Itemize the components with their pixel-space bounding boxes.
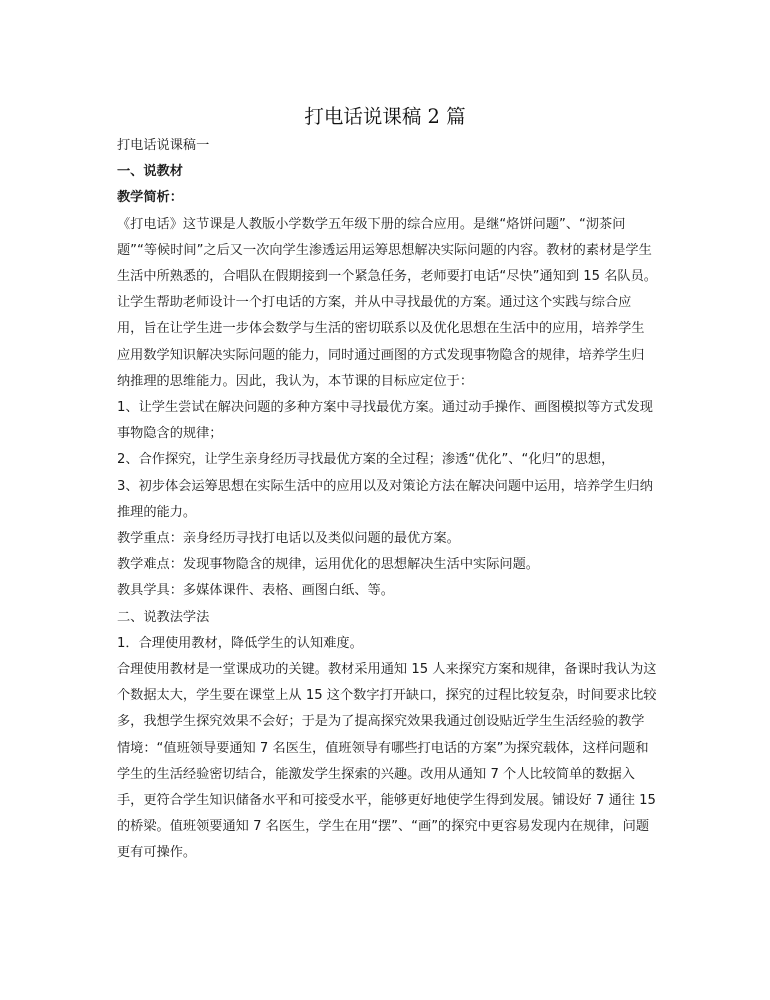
section-heading-methods: 二、说教法学法 [117, 609, 210, 625]
body-paragraph: 合理使用教材是一堂课成功的关键。教材采用通知 15 人来探究方案和规律，备课时我认为这个数据太大，学生要在课堂上从 15 这个数字打开缺口，探究的过程比较复杂，时间要求比较多，我想学生探究效果不会好；于是为了提高探究效果我通过创设贴近学生生活经验的教学情境：“值班领导要通知 7 名医生，值班领导有哪些打电话的方案”为探究载体，这样问题和学生的生活经验密切结合，能激发学生探索的兴趣。改用从通知 7 个人比较简单的数据入手，更符合学生知识储备水平和可接受水平，能够更好地使学生得到发展。铺设好 7 通往 15 的桥梁。值班领要通知 7 名医生，学生在用“摆”、“画”的探究中更容易发现内在规律，问题更有可操作。 [117, 662, 657, 861]
subheading-teaching-analysis: 教学简析： [117, 190, 183, 206]
document-title: 打电话说课稿 2 篇 [304, 105, 466, 128]
goal-item-1: 1、让学生尝试在解决问题的多种方案中寻找最优方案。通过动手操作、画图模拟等方式发现事物隐含的规律； [117, 400, 653, 442]
teaching-focus: 教学重点：亲身经历寻找打电话以及类似问题的最优方案。 [117, 531, 460, 547]
section-heading-textbook: 一、说教材 [117, 164, 183, 180]
document-body [117, 133, 657, 867]
method-item-1: 1．合理使用教材，降低学生的认知难度。 [117, 635, 363, 651]
goal-item-3: 3、初步体会运筹思想在实际生活中的应用以及对策论方法在解决问题中运用，培养学生归纳推理的能力。 [117, 478, 653, 520]
goal-item-2: 2、合作探究，让学生亲身经历寻找最优方案的全过程；渗透“优化”、“化归”的思想， [117, 452, 615, 468]
body-paragraph: 《打电话》这节课是人教版小学数学五年级下册的综合应用。是继“烙饼问题”、“沏茶问题”“等候时间”之后又一次向学生渗透运用运筹思想解决实际问题的内容。教材的素材是学生生活中所熟悉的，合唱队在假期接到一个紧急任务，老师要打电话“尽快”通知到 15 名队员。让学生帮助老师设计一个打电话的方案，并从中寻找最优的方案。通过这个实践与综合应用，旨在让学生进一步体会数学与生活的密切联系以及优化思想在生活中的应用，培养学生应用数学知识解决实际问题的能力，同时通过画图的方式发现事物隐含的规律，培养学生归纳推理的思维能力。因此，我认为，本节课的目标应定位于： [117, 216, 657, 389]
teaching-tools: 教具学具：多媒体课件、表格、画图白纸、等。 [117, 583, 394, 599]
subtitle-paragraph: 打电话说课稿一 [117, 138, 210, 153]
teaching-difficulty: 教学难点：发现事物隐含的规律，运用优化的思想解决生活中实际问题。 [117, 557, 539, 573]
